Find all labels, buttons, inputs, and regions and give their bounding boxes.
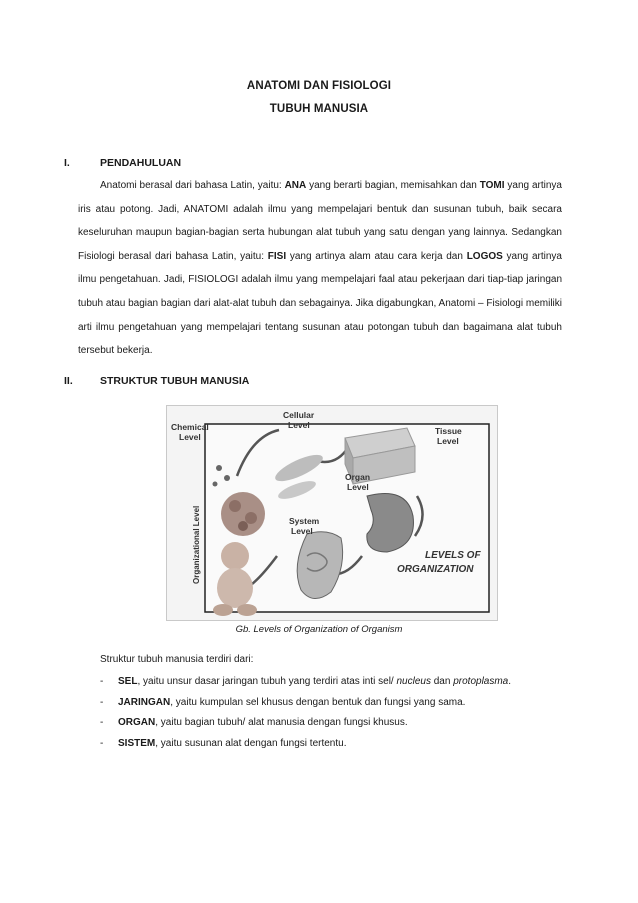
system-level-label: System xyxy=(289,516,320,526)
organizational-level-label: Organizational Level xyxy=(192,505,201,584)
chemical-level-label: Chemical xyxy=(171,422,209,432)
system-level-sub: Level xyxy=(291,526,313,536)
list-item xyxy=(100,697,570,718)
organ-level-sub: Level xyxy=(347,482,369,492)
levels-of-organization-figure xyxy=(166,405,498,621)
figure-caption: Gb. Levels of Organization of Organism xyxy=(235,624,403,635)
document-title-line1: ANATOMI DAN FISIOLOGI xyxy=(246,80,392,92)
list-item-text xyxy=(118,738,346,749)
organization-banner: ORGANIZATION xyxy=(397,564,474,575)
bold-term: TOMI xyxy=(479,180,505,191)
list-item-desc: , yaitu susunan alat dengan fungsi tertentu. xyxy=(155,737,347,749)
list-item-italic: protoplasma xyxy=(453,676,509,687)
tissue-level-sub: Level xyxy=(437,436,459,446)
cellular-level-sub: Level xyxy=(288,420,310,430)
bold-term: LOGOS xyxy=(466,250,503,262)
section1-number: I. xyxy=(64,157,70,169)
paragraph-text: yang artinya iris atau potong. Jadi, ANATOMI adalah ilmu yang mempelajari bentuk dan susunan tubuh, baik secara keseluruhan maupun bagian-bagian serta hubungan alat tubuh yang satu dengan yang lainnya. Sedangkan Fisiologi berasal dari bahasa Latin, yaitu: xyxy=(78,180,562,262)
levels-of-banner: LEVELS OF xyxy=(425,550,481,561)
list-item-term: ORGAN xyxy=(118,717,156,728)
section1-heading: PENDAHULUAN xyxy=(100,157,182,169)
list-item-desc: . xyxy=(508,676,512,687)
list-item-text xyxy=(118,676,511,687)
list-dash: - xyxy=(100,676,104,687)
list-item xyxy=(100,676,570,697)
section2-number: II. xyxy=(64,375,73,387)
list-item-term: SISTEM xyxy=(118,737,156,749)
bold-term: FISI xyxy=(267,250,287,262)
section1-paragraph xyxy=(78,174,562,363)
organ-level-label: Organ xyxy=(345,472,371,482)
list-item-text xyxy=(118,697,465,708)
list-item-desc: dan xyxy=(430,676,454,687)
list-item xyxy=(100,738,570,759)
list-item-desc: , yaitu unsur dasar jaringan tubuh yang terdiri atas inti sel/ xyxy=(137,676,397,687)
list-item-term: JARINGAN xyxy=(118,696,171,708)
bold-term: ANA xyxy=(284,180,307,191)
list-dash: - xyxy=(100,717,104,728)
list-dash: - xyxy=(100,737,104,749)
section2-heading: STRUKTUR TUBUH MANUSIA xyxy=(100,375,250,387)
list-item-desc: , yaitu bagian tubuh/ alat manusia dengan fungsi khusus. xyxy=(155,717,408,728)
levels-of-organization-illustration xyxy=(167,406,497,620)
list-item-desc: , yaitu kumpulan sel khusus dengan bentuk dan fungsi yang sama. xyxy=(170,696,466,708)
paragraph-text: Anatomi berasal dari bahasa Latin, yaitu: xyxy=(100,180,285,191)
paragraph-text: yang artinya alam atau cara kerja dan xyxy=(286,250,467,262)
list-dash: - xyxy=(100,696,104,708)
structure-lead-text: Struktur tubuh manusia terdiri dari: xyxy=(100,654,254,665)
cellular-level-label: Cellular xyxy=(283,410,315,420)
list-item-text xyxy=(118,717,408,728)
list-item-term: SEL xyxy=(118,676,138,687)
list-item xyxy=(100,717,570,738)
chemical-level-sub: Level xyxy=(179,432,201,442)
structure-list xyxy=(100,676,570,758)
tissue-level-label: Tissue xyxy=(435,426,462,436)
paragraph-text: yang berarti bagian, memisahkan dan xyxy=(306,180,480,191)
paragraph-text: yang artinya ilmu pengetahuan. Jadi, FISIOLOGI adalah ilmu yang mempelajari faal atau pekerjaan dari tiap-tiap jaringan tubuh atau bagian bagian dari alat-alat tubuh dan sebagainya. Jika digabungkan, Anatomi – Fisiologi memiliki arti ilmu pengetahuan yang mempelajari tentang susunan atau potongan tubuh dan bagaimana alat tubuh tersebut bekerja. xyxy=(78,250,562,357)
list-item-italic: nucleus xyxy=(396,676,431,687)
document-title-line2: TUBUH MANUSIA xyxy=(269,103,369,115)
